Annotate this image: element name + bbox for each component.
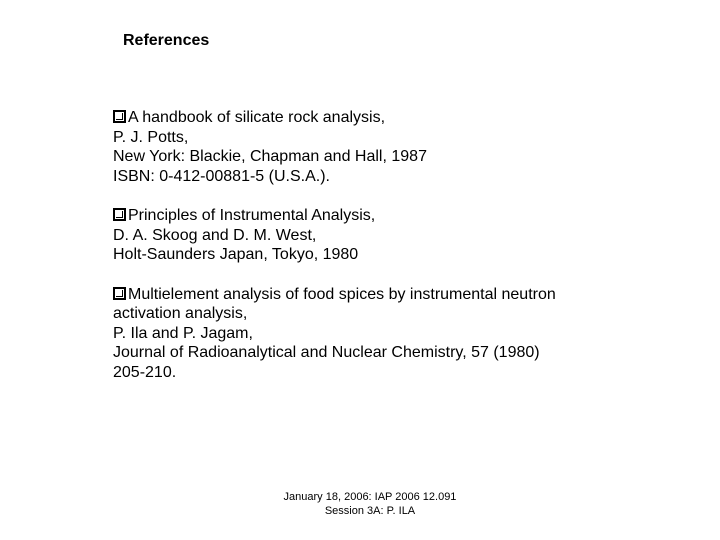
reference-publisher: New York: Blackie, Chapman and Hall, 1987 xyxy=(113,148,427,165)
reference-journal: Journal of Radioanalytical and Nuclear Chemistry, 57 (1980) xyxy=(113,344,540,361)
footer-date-course: January 18, 2006: IAP 2006 12.091 xyxy=(283,491,457,503)
square-bullet-icon xyxy=(113,208,126,221)
reference-authors: P. Ila and P. Jagam, xyxy=(113,324,253,342)
reference-publisher: Holt-Saunders Japan, Tokyo, 1980 xyxy=(113,246,359,263)
reference-item xyxy=(113,206,673,265)
reference-title: Multielement analysis of food spices by instrumental neutron xyxy=(128,285,556,303)
slide-footer xyxy=(250,490,490,518)
square-bullet-icon xyxy=(113,110,126,123)
reference-item xyxy=(113,285,673,383)
reference-isbn: ISBN: 0-412-00881-5 (U.S.A.). xyxy=(113,167,330,185)
reference-authors: D. A. Skoog and D. M. West, xyxy=(113,226,317,244)
reference-list xyxy=(113,108,673,402)
reference-title: A handbook of silicate rock analysis, xyxy=(128,109,386,126)
reference-authors: P. J. Potts, xyxy=(113,128,189,146)
reference-pages: 205-210. xyxy=(113,363,177,381)
reference-title: Principles of Instrumental Analysis, xyxy=(128,207,376,224)
reference-item xyxy=(113,108,673,186)
reference-title-continued: activation analysis, xyxy=(113,305,248,322)
footer-session: Session 3A: P. ILA xyxy=(324,505,416,517)
slide-title: References xyxy=(123,32,210,49)
square-bullet-icon xyxy=(113,287,126,300)
